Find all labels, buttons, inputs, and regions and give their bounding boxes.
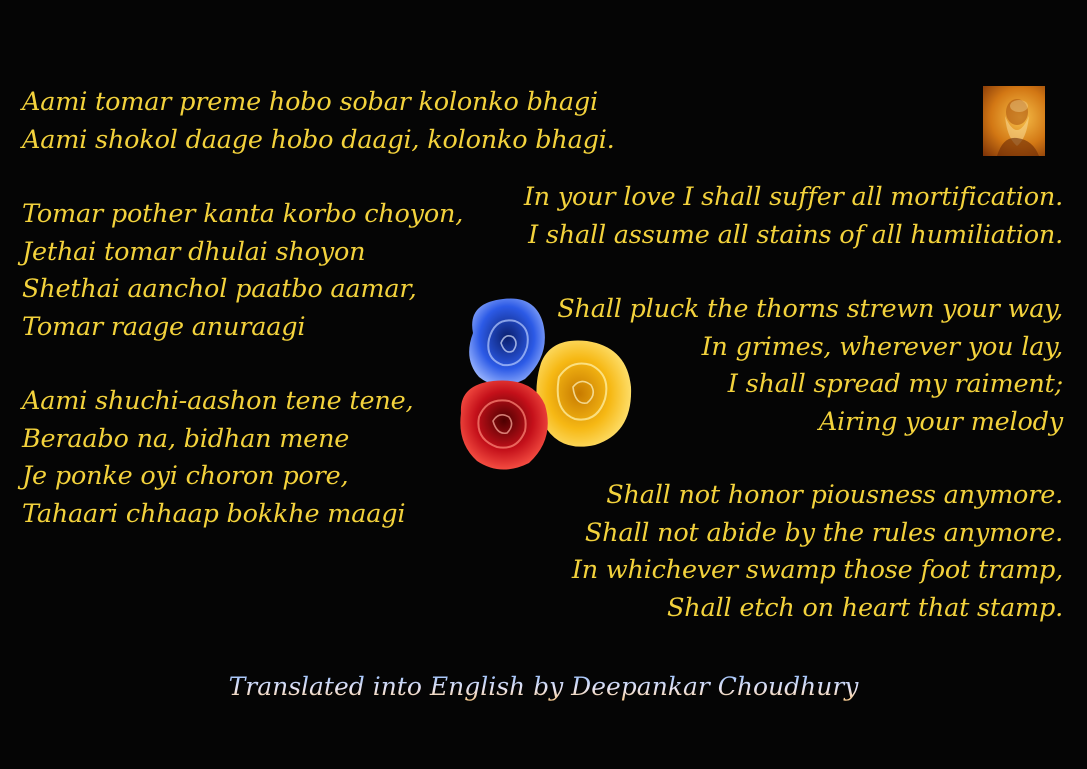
blue-rose bbox=[469, 299, 545, 386]
red-rose bbox=[460, 381, 547, 470]
poem-line: Jethai tomar dhulai shoyon bbox=[22, 236, 366, 267]
translation-line: Shall etch on heart that stamp. bbox=[667, 592, 1063, 623]
translation-line: Shall not abide by the rules anymore. bbox=[584, 517, 1063, 548]
translation-line: In your love I shall suffer all mortification. bbox=[523, 182, 1063, 212]
poem-line: Beraabo na, bidhan mene bbox=[22, 423, 350, 454]
translation-line: Shall pluck the thorns strewn your way, bbox=[557, 294, 1063, 324]
translation-line: Airing your melody bbox=[818, 406, 1063, 437]
english-stanza-3 bbox=[572, 477, 1063, 627]
poem-line: Je ponke oyi choron pore, bbox=[22, 461, 349, 491]
bengali-stanza-2 bbox=[22, 196, 463, 346]
poem-line: Shethai aanchol paatbo aamar, bbox=[22, 274, 417, 304]
poem-line: Aami shuchi-aashon tene tene, bbox=[22, 386, 414, 416]
translation-line: I shall assume all stains of all humiliation. bbox=[528, 219, 1063, 250]
poem-line: Tomar raage anuraagi bbox=[22, 311, 306, 342]
poet-portrait-image bbox=[983, 86, 1045, 156]
poem-line: Tomar pother kanta korbo choyon, bbox=[22, 199, 464, 229]
three-roses-image bbox=[455, 293, 640, 478]
translation-line: I shall spread my raiment; bbox=[727, 369, 1063, 399]
translation-line: Shall not honor piousness anymore. bbox=[606, 480, 1063, 510]
poem-line: Tahaari chhaap bokkhe maagi bbox=[22, 498, 406, 529]
bengali-stanza-3 bbox=[22, 383, 413, 533]
translation-credit: Translated into English by Deepankar Choudhury bbox=[0, 669, 1087, 705]
translation-line: In whichever swamp those foot tramp, bbox=[571, 555, 1063, 585]
bengali-stanza-1 bbox=[22, 84, 615, 159]
poem-line: Aami tomar preme hobo sobar kolonko bhagi bbox=[22, 87, 599, 117]
poem-line: Aami shokol daage hobo daagi, kolonko bhagi. bbox=[22, 124, 615, 155]
translation-line: In grimes, wherever you lay, bbox=[701, 331, 1063, 362]
english-stanza-1 bbox=[524, 179, 1063, 254]
yellow-rose bbox=[536, 340, 631, 446]
